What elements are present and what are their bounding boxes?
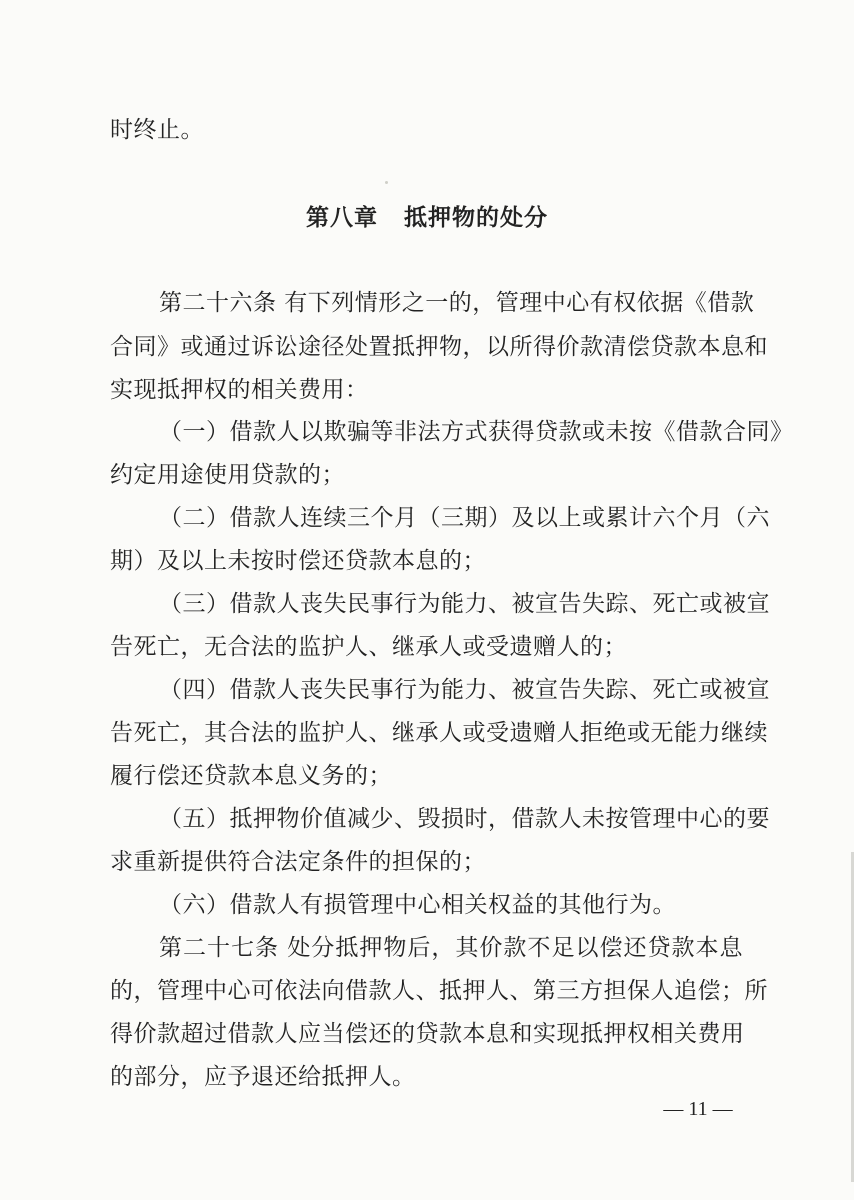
chapter-title: 抵押物的处分 <box>404 205 548 231</box>
item-2-line-2: 期）及以上未按时偿还贷款本息的； <box>110 548 486 574</box>
item-6-line-1: （六）借款人有损管理中心相关权益的其他行为。 <box>159 892 676 918</box>
article-26-line-1: 第二十六条 有下列情形之一的，管理中心有权依据《借款 <box>159 290 755 316</box>
article-27-line-4: 的部分，应予退还给抵押人。 <box>110 1064 416 1090</box>
article-27-line-2: 的，管理中心可依法向借款人、抵押人、第三方担保人追偿；所 <box>110 978 768 1004</box>
item-1-line-2: 约定用途使用贷款的； <box>110 462 345 488</box>
page-number: — 11 — <box>663 1098 733 1120</box>
chapter-heading <box>0 203 854 233</box>
item-4-line-3: 履行偿还贷款本息义务的； <box>110 763 392 789</box>
item-4-line-2: 告死亡，其合法的监护人、继承人或受遗赠人拒绝或无能力继续 <box>110 720 768 746</box>
item-1-line-1: （一）借款人以欺骗等非法方式获得贷款或未按《借款合同》 <box>159 419 794 445</box>
scan-speck <box>385 181 388 184</box>
article-26-line-3: 实现抵押权的相关费用： <box>110 377 369 403</box>
article-27-line-1: 第二十七条 处分抵押物后，其价款不足以偿还贷款本息 <box>159 935 743 961</box>
article-27-line-3: 得价款超过借款人应当偿还的贷款本息和实现抵押权相关费用 <box>110 1021 745 1047</box>
chapter-number: 第八章 <box>306 205 378 231</box>
item-2-line-1: （二）借款人连续三个月（三期）及以上或累计六个月（六 <box>159 505 770 531</box>
text-line-continuation: 时终止。 <box>110 117 204 143</box>
article-26-line-2: 合同》或通过诉讼途径处置抵押物，以所得价款清偿贷款本息和 <box>110 334 768 360</box>
item-3-line-1: （三）借款人丧失民事行为能力、被宣告失踪、死亡或被宣 <box>159 591 770 617</box>
item-3-line-2: 告死亡，无合法的监护人、继承人或受遗赠人的； <box>110 634 627 660</box>
item-4-line-1: （四）借款人丧失民事行为能力、被宣告失踪、死亡或被宣 <box>159 677 770 703</box>
item-5-line-1: （五）抵押物价值减少、毁损时，借款人未按管理中心的要 <box>159 806 770 832</box>
item-5-line-2: 求重新提供符合法定条件的担保的； <box>110 849 486 875</box>
